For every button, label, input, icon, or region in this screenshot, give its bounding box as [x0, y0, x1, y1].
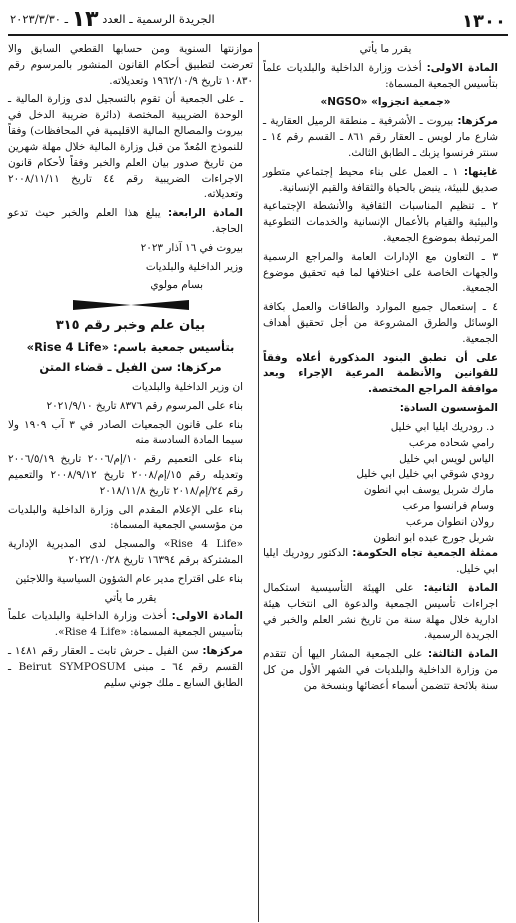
headquarters-heading: مركزها: [457, 115, 498, 128]
founder-name: رودي شوقي ابي خليل ابي خليل [356, 468, 494, 481]
notice-title: بيان علم وخبر رقم ٣١٥ [55, 318, 206, 334]
founder-name: الياس لويس ابي خليل [399, 452, 494, 465]
condition-paragraph: على أن تطبق البنود المذكورة أعلاه وفقاً للقوانين والأنظمة المرعية الإجراء وبعد موافقة المراجع المختصة. [263, 351, 498, 396]
goals-heading: غايتها: [463, 165, 498, 178]
issue-number: ١٣ [71, 7, 99, 32]
headquarters-heading: مركزها: [202, 645, 243, 658]
article-1-heading: المادة الاولى: [426, 61, 498, 74]
left-column [8, 42, 253, 698]
article-4-heading: المادة الرابعة: [167, 207, 243, 220]
representative-name: الدكتور رودريك ايليا ابي خليل. [263, 547, 498, 576]
goal-text: ١ ـ العمل على بناء محيط إجتماعي متطور صديق للبيئة، ينبض بالحياة والثقافة والقيم الإنسانية. [263, 165, 498, 194]
founder-name: رولان انطوان مرعب [405, 515, 494, 528]
headquarters-text: بيروت ـ الأشرفية ـ منطقة الرميل العقارية ـ شارع مار لويس ـ العقار رقم ٨٦١ ـ القسم رقم ١٤ ـ سنتر فرنسوا يزبك ـ الطابق الثالث. [263, 115, 498, 159]
government-representative [263, 546, 508, 578]
headquarters-second [8, 644, 253, 691]
basis-3: بناء على التعميم رقم ١٠/إم/٢٠٠٦ تاريخ ٢٠٠٦/٥/١٩ وتعديله رقم ١٥/إم/٢٠٠٨ تاريخ ٢٠٠٨/٩/١٢ والتعميم رقم ٢٤/إم/٢٠١٨ تاريخ ٢٠١٨/١١/٨ [8, 453, 244, 497]
minister-line: ان وزير الداخلية والبلديات [132, 380, 243, 393]
decides-heading: يقرر ما يأتي [359, 43, 412, 55]
founders-heading: المؤسسون السادة: [399, 402, 498, 415]
article-2 [263, 581, 508, 644]
basis-6: بناء على اقتراح مدير عام الشؤون السياسية واللاجئين [15, 572, 243, 585]
article-1 [263, 61, 508, 93]
right-column [263, 42, 508, 698]
article-2-text: على الهيئة التأسيسية استكمال اجراءات تأسيس الجمعية والدعوة الى انتخاب هيئة ادارية خلال مهلة سنة من تاريخ نشر العلم والخبر في الجريدة الرسمية. [263, 582, 498, 642]
article-1-text: أخذت وزارة الداخلية والبلديات علماً بتأسيس الجمعية المسماة: [263, 61, 498, 90]
goal-3: ٣ ـ التعاون مع الإدارات العامة والمراجع الرسمية والجهات الخاصة على اختلافها لما فيه تحقيق موضوع الجمعية. [263, 250, 498, 295]
article-1-heading: المادة الاولى: [171, 610, 243, 623]
goal-4: ٤ ـ إستعمال جميع الموارد والطاقات والعمل بكافة الوسائل والطرق المشروعة من أجل تحقيق أهداف الجمعية. [263, 301, 498, 345]
publication-name: الجريدة الرسمية ـ العدد [102, 12, 215, 26]
tax-registration: ـ على الجمعية أن تقوم بالتسجيل لدى وزارة المالية ـ الوحدة الضريبية المختصة (دائرة ضريبة الدخل في بيروت والمصالح المالية الاقليمية في المحافظات) وفقاً للنموذج المُعدّ من قبل وزارة المالية خلال مهلة شهرين من تاريخ صدور بيان العلم والخبر وفقاً لأحكام قانون الاجراءات الضريبية رقم ٤٤ تاريخ ٢٠٠٨/١١/١١ وتعديلاته. [8, 93, 244, 201]
article-4 [8, 206, 253, 238]
section-ornament [8, 300, 253, 310]
article-3 [263, 647, 508, 694]
signature-place-date: بيروت في ١٦ آذار ٢٠٢٣ [140, 241, 243, 254]
basis-1: بناء على المرسوم رقم ٨٣٧٦ تاريخ ٢٠٢١/٩/١٠ [46, 399, 243, 412]
headquarters-text: سن الفيل ـ حرش تابت ـ العقار رقم ١٤٨١ ـ القسم رقم ٦٤ ـ مبنى Beirut SYMPOSUM ـ الطابق السابع ـ ملك جوني سليم [8, 645, 244, 689]
founder-name: شربل جورج عبده ابو انطون [373, 531, 494, 544]
signature-name: بسام مولوي [150, 279, 203, 292]
article-3-text: على الجمعية المشار اليها أن تتقدم من وزارة الداخلية والبلديات في الشهر الأول من كل سنة بلائحة تتضمن أسماء أعضائها وبنسخة من [263, 648, 498, 692]
founder-name: وسام فرانسوا مرعب [402, 499, 494, 512]
founder-name: مارك شربل يوسف ابي انطون [363, 484, 494, 497]
article-4-text: يبلغ هذا العلم والخبر حيث تدعو الحاجة. [8, 207, 243, 235]
goal-2: ٢ ـ تنظيم المناسبات الثقافية والأنشطة الإجتماعية والبيئية والقيام بالأعمال الإنسانية والخدمات التطوعية المرتبطة بموضوع الجمعية. [263, 200, 498, 244]
basis-5: «Rise 4 Life» والمسجل لدى المديرية الإدارية المشتركة برقم ١٦٣٩٤ تاريخ ٢٠٢٢/١٠/٢٨ [8, 538, 243, 566]
page-header [8, 6, 508, 36]
page-number: ١٣٠٠ [462, 11, 506, 32]
article-1-second [8, 609, 253, 641]
representative-heading: ممثلة الجمعية تجاه الحكومة: [352, 547, 498, 560]
basis-4: بناء على الإعلام المقدم الى وزارة الداخلية والبلديات من مؤسسي الجمعية المسماة: [8, 503, 243, 532]
article-1-text: أخذت وزارة الداخلية والبلديات علماً بتأسيس الجمعية المسماة: «Rise 4 Life». [8, 610, 243, 639]
notice-subtitle: بتأسيس جمعية باسم: «Rise 4 Life» [26, 339, 235, 354]
founder-name: رامي شحاده مرعب [408, 436, 494, 449]
founder-name: د. رودريك ايليا ابي خليل [390, 420, 494, 433]
association-name: «جمعية انجزوا» «NGSO» [320, 96, 451, 109]
issue-info [10, 7, 215, 32]
article-2-heading: المادة الثانية: [423, 582, 498, 594]
basis-2: بناء على قانون الجمعيات الصادر في ٣ آب ١٩٠٩ ولا سيما المادة السادسة منه [8, 418, 244, 447]
continued-text: موازنتها السنوية ومن حسابها القطعي السابق والا تعرضت لتطبيق أحكام القانون المنشور بالمرسوم رقم ١٠٨٣٠ تاريخ ١٩٦٢/١٠/٩ وتعديلاته. [8, 43, 253, 87]
goal-1 [263, 165, 508, 197]
signature-title: وزير الداخلية والبلديات [145, 260, 243, 273]
article-3-heading: المادة الثالثة: [428, 648, 498, 661]
notice-location: مركزها: سن الفيل ـ قضاء المتن [39, 360, 222, 375]
decides-heading-2: يقرر ما يأتي [104, 591, 157, 604]
headquarters [263, 114, 508, 161]
column-divider [258, 42, 259, 922]
issue-date: ـ ٢٠٢٣/٣/٣٠ [10, 12, 69, 26]
two-column-body [8, 42, 508, 698]
